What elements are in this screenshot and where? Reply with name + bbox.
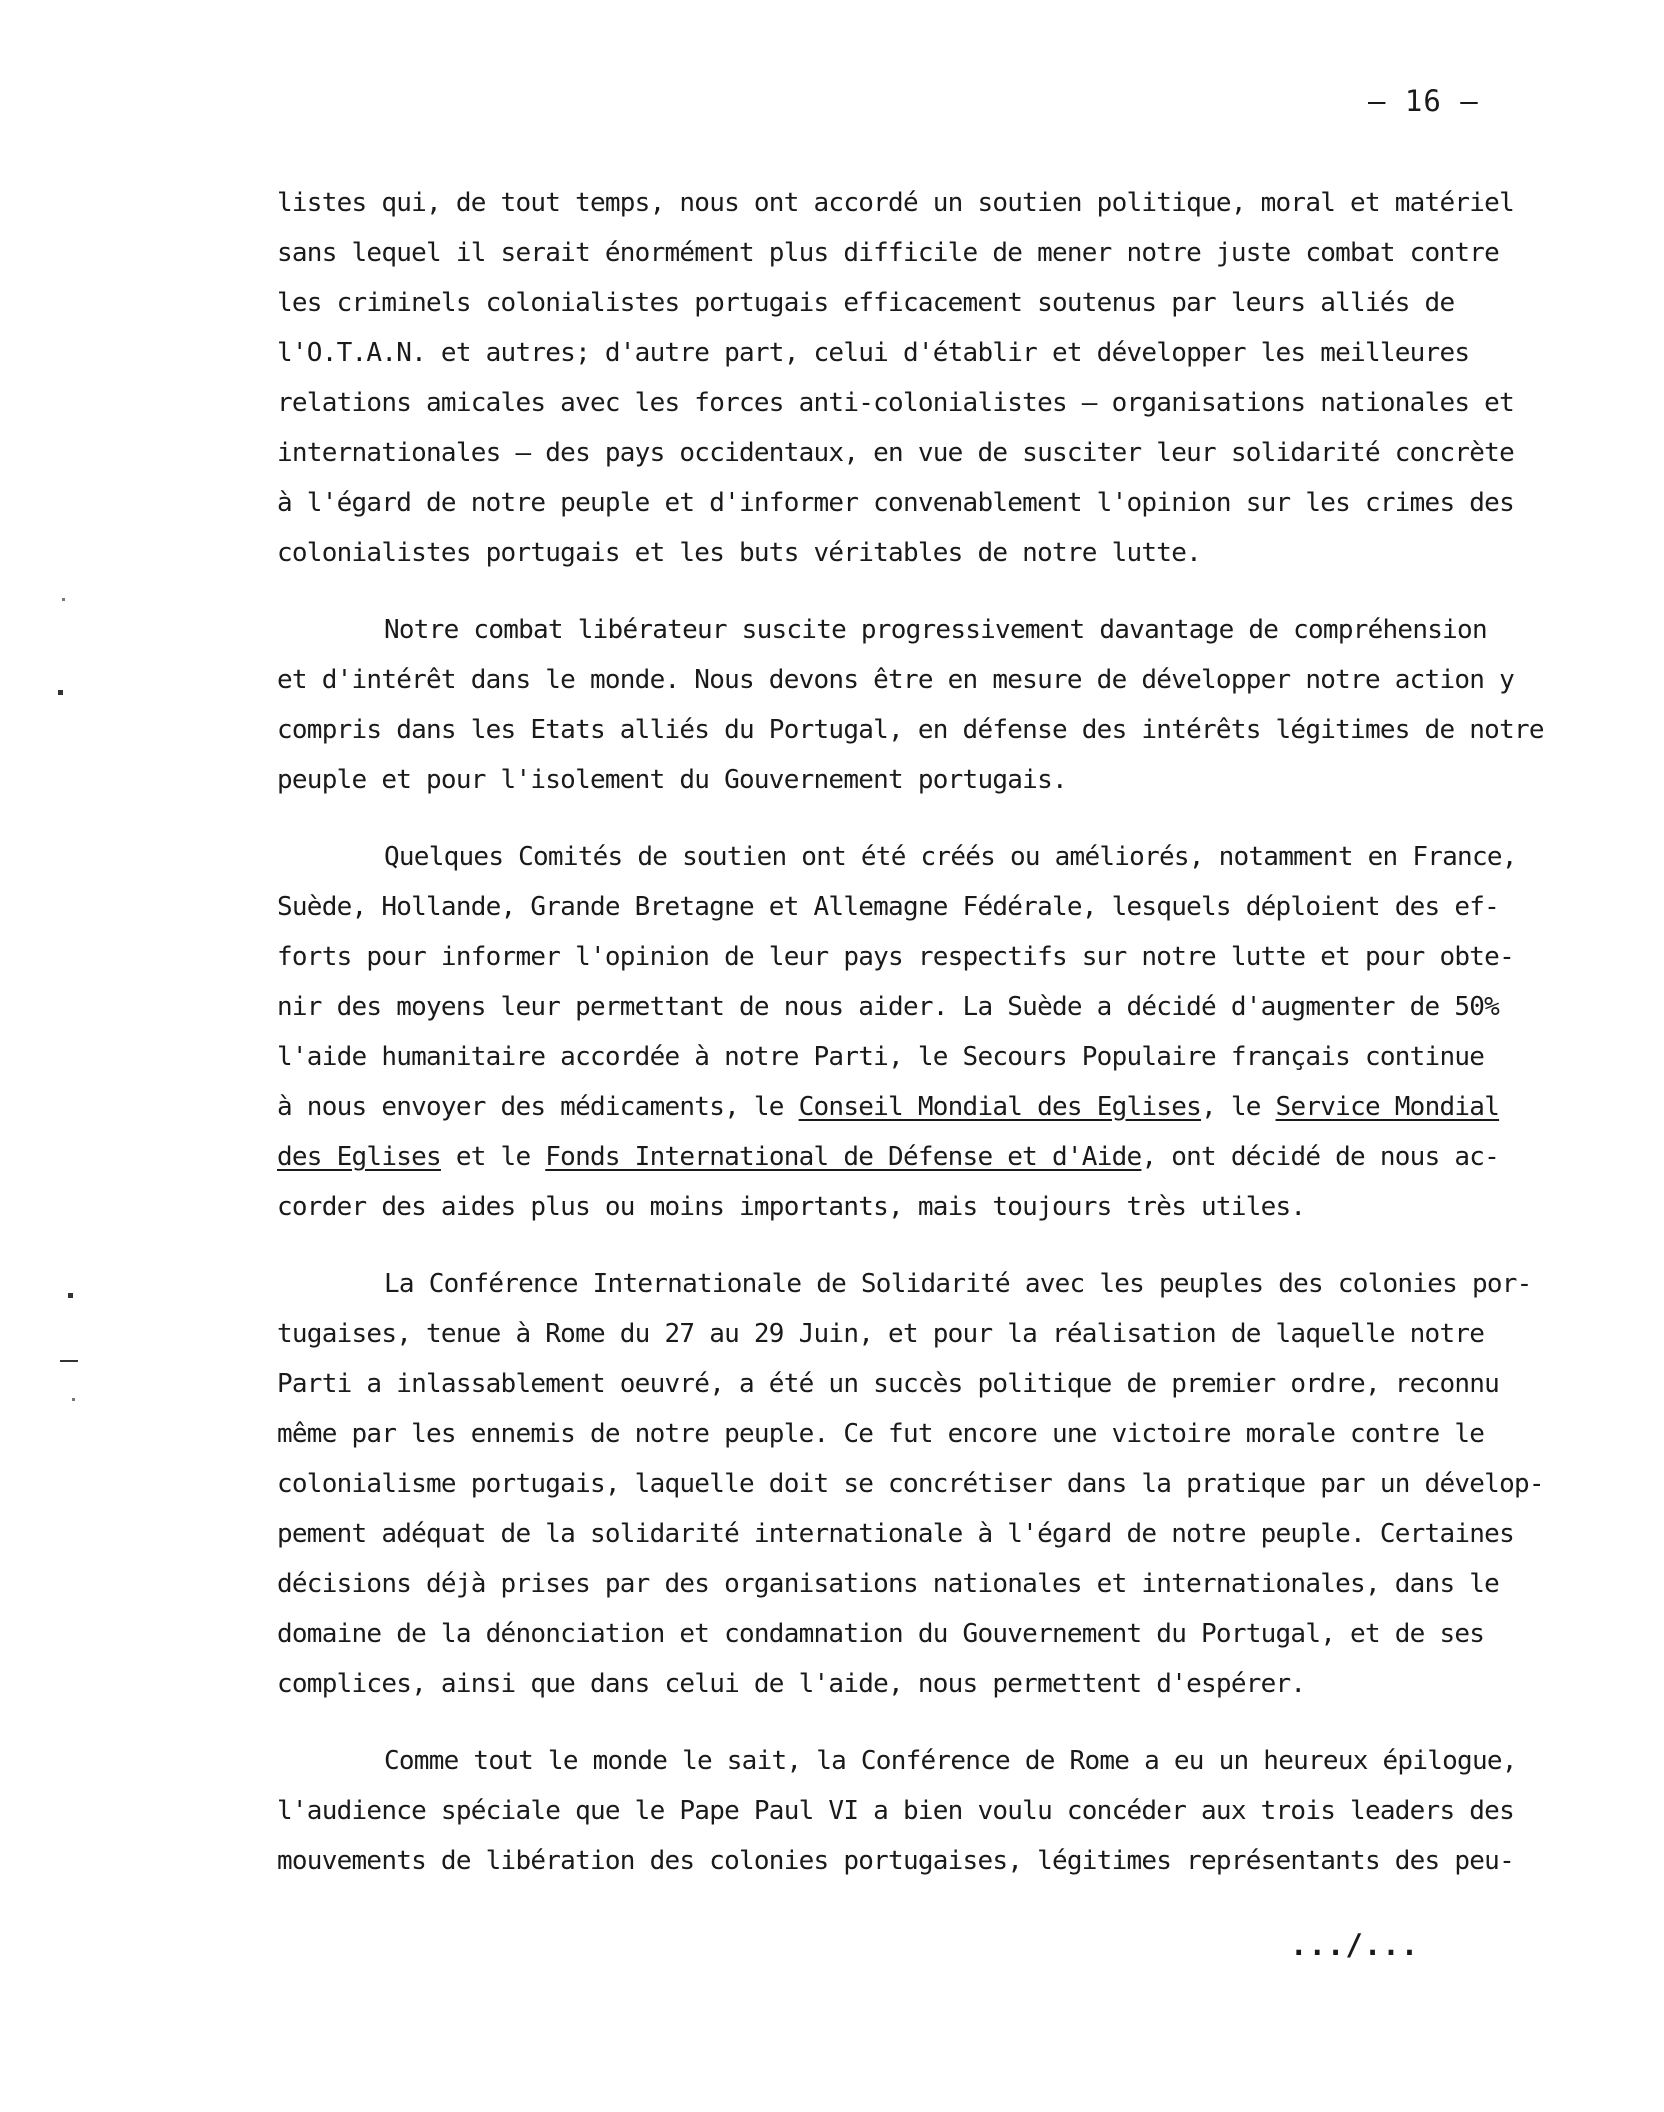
text-line: Parti a inlassablement oeuvré, a été un succès politique de premier ordre, reconnu: [277, 1369, 1500, 1399]
margin-dot: [72, 1398, 75, 1401]
text-line: corder des aides plus ou moins importants, mais toujours très utiles.: [277, 1192, 1306, 1222]
paragraph-1: [277, 178, 1577, 578]
text-line: l'aide humanitaire accordée à notre Parti, le Secours Populaire français continue: [277, 1042, 1485, 1072]
text-line: décisions déjà prises par des organisations nationales et internationales, dans le: [277, 1569, 1500, 1599]
organization-name: des Eglises: [277, 1142, 441, 1172]
text-line: colonialistes portugais et les buts véritables de notre lutte.: [277, 538, 1202, 568]
text-line: l'audience spéciale que le Pape Paul VI a bien voulu concéder aux trois leaders des: [277, 1796, 1514, 1826]
paragraph-4: [277, 1259, 1577, 1709]
text-line: nir des moyens leur permettant de nous aider. La Suède a décidé d'augmenter de 50%: [277, 992, 1500, 1022]
document-body: [277, 178, 1577, 1886]
text-line: même par les ennemis de notre peuple. Ce fut encore une victoire morale contre le: [277, 1419, 1485, 1449]
text-line: Comme tout le monde le sait, la Conférence de Rome a eu un heureux épilogue,: [384, 1746, 1517, 1776]
paragraph-5: [277, 1736, 1577, 1886]
page-number: – 16 –: [1368, 84, 1479, 118]
text-line: peuple et pour l'isolement du Gouvernement portugais.: [277, 765, 1067, 795]
text-line: forts pour informer l'opinion de leur pays respectifs sur notre lutte et pour obte-: [277, 942, 1514, 972]
text-fragment: , le: [1201, 1092, 1276, 1122]
continuation-marker: .../...: [1290, 1928, 1420, 1962]
text-line: sans lequel il serait énormément plus difficile de mener notre juste combat contre: [277, 238, 1500, 268]
text-line: tugaises, tenue à Rome du 27 au 29 Juin, et pour la réalisation de laquelle notre: [277, 1319, 1485, 1349]
margin-dot: [68, 1293, 73, 1298]
text-fragment: et le: [440, 1142, 546, 1172]
organization-name: Service Mondial: [1275, 1092, 1500, 1122]
text-line: l'O.T.A.N. et autres; d'autre part, celui d'établir et développer les meilleures: [277, 338, 1470, 368]
text-fragment: à nous envoyer des médicaments, le: [277, 1092, 799, 1122]
text-line: La Conférence Internationale de Solidarité avec les peuples des colonies por-: [384, 1269, 1532, 1299]
text-line: internationales – des pays occidentaux, en vue de susciter leur solidarité concrète: [277, 438, 1514, 468]
text-line: Suède, Hollande, Grande Bretagne et Allemagne Fédérale, lesquels déploient des ef-: [277, 892, 1500, 922]
text-line: [277, 1082, 1577, 1132]
paragraph-3: [277, 832, 1577, 1232]
text-line: listes qui, de tout temps, nous ont accordé un soutien politique, moral et matériel: [277, 188, 1514, 218]
organization-name: Conseil Mondial des Eglises: [798, 1092, 1202, 1122]
organization-name: Fonds International de Défense et d'Aide: [545, 1142, 1142, 1172]
text-line: domaine de la dénonciation et condamnation du Gouvernement du Portugal, et de ses: [277, 1619, 1485, 1649]
text-line: [277, 1132, 1577, 1182]
text-line: relations amicales avec les forces anti-colonialistes – organisations nationales et: [277, 388, 1514, 418]
text-line: Notre combat libérateur suscite progressivement davantage de compréhension: [384, 615, 1487, 645]
margin-dot: [62, 598, 65, 601]
text-line: complices, ainsi que dans celui de l'aide, nous permettent d'espérer.: [277, 1669, 1306, 1699]
text-line: mouvements de libération des colonies portugaises, légitimes représentants des peu-: [277, 1846, 1514, 1876]
text-line: Quelques Comités de soutien ont été créés ou améliorés, notamment en France,: [384, 842, 1517, 872]
text-fragment: , ont décidé de nous ac-: [1141, 1142, 1500, 1172]
text-line: colonialisme portugais, laquelle doit se concrétiser dans la pratique par un dévelop-: [277, 1469, 1544, 1499]
text-line: à l'égard de notre peuple et d'informer convenablement l'opinion sur les crimes des: [277, 488, 1514, 518]
margin-dash: [60, 1360, 78, 1362]
text-line: les criminels colonialistes portugais efficacement soutenus par leurs alliés de: [277, 288, 1455, 318]
paragraph-2: [277, 605, 1577, 805]
text-line: pement adéquat de la solidarité internationale à l'égard de notre peuple. Certaines: [277, 1519, 1514, 1549]
margin-dot: [58, 690, 63, 695]
text-line: et d'intérêt dans le monde. Nous devons être en mesure de développer notre action y: [277, 665, 1514, 695]
text-line: compris dans les Etats alliés du Portugal, en défense des intérêts légitimes de notre: [277, 715, 1544, 745]
